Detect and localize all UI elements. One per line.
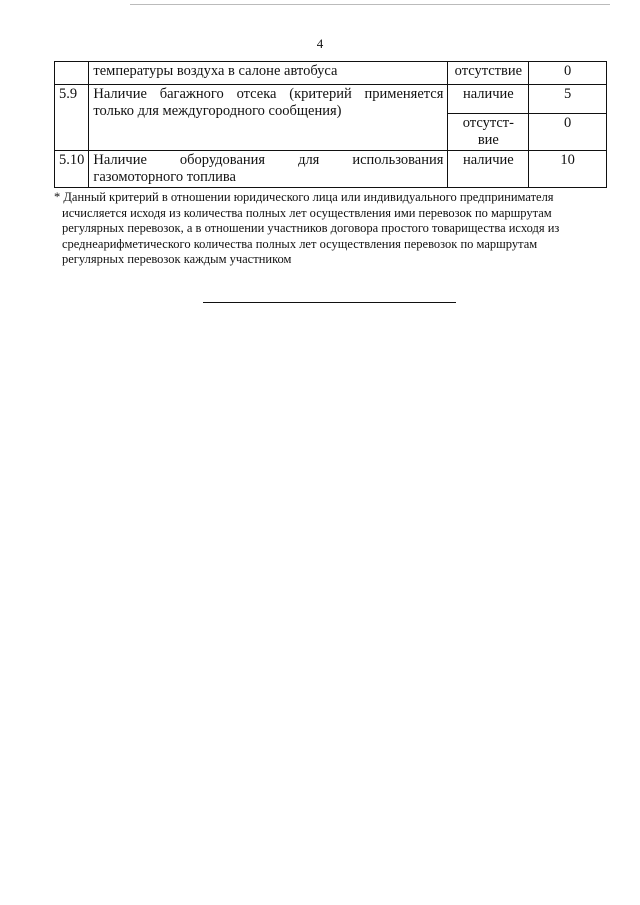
scan-edge-line (130, 4, 610, 5)
row-number: 5.10 (55, 151, 89, 188)
row-condition: наличие (448, 151, 529, 188)
row-score: 10 (529, 151, 607, 188)
footnote-line: среднеарифметического количества полных лет осуществления перевозок по маршрутам (62, 236, 538, 251)
row-score: 0 (529, 62, 607, 85)
description-line: газомоторного топлива (93, 169, 236, 185)
footnote-line: регулярных перевозок, а в отношении участников договора простого товарищества исходя из (62, 221, 560, 235)
description-line: Наличие оборудования для использования (93, 152, 444, 168)
row-condition: наличие (448, 85, 529, 114)
footnote-line: * Данный критерий в отношении юридического лица или индивидуального предпринимателя (54, 190, 554, 204)
row-condition: отсутст- вие (448, 114, 529, 151)
description-line: только для междугородного сообщения) (93, 103, 342, 119)
row-description (89, 151, 448, 188)
description-line: Наличие багажного отсека (критерий применяется (93, 86, 444, 102)
footnote-line: исчисляется исходя из количества полных лет осуществления ими перевозок по маршрутам (62, 205, 552, 220)
table-row (55, 62, 607, 85)
row-score: 5 (529, 85, 607, 114)
description-line: температуры воздуха в салоне автобуса (93, 63, 338, 79)
closing-rule (203, 302, 456, 303)
criteria-table (54, 61, 607, 188)
row-description (89, 62, 448, 85)
table-row (55, 85, 607, 114)
table-row (55, 151, 607, 188)
page-number: 4 (316, 36, 324, 51)
row-condition: отсутствие (448, 62, 529, 85)
footnote (54, 190, 594, 268)
footnote-line: регулярных перевозок каждым участником (62, 252, 292, 266)
row-description (89, 85, 448, 151)
row-score: 0 (529, 114, 607, 151)
row-number (55, 62, 89, 85)
row-number: 5.9 (55, 85, 89, 151)
